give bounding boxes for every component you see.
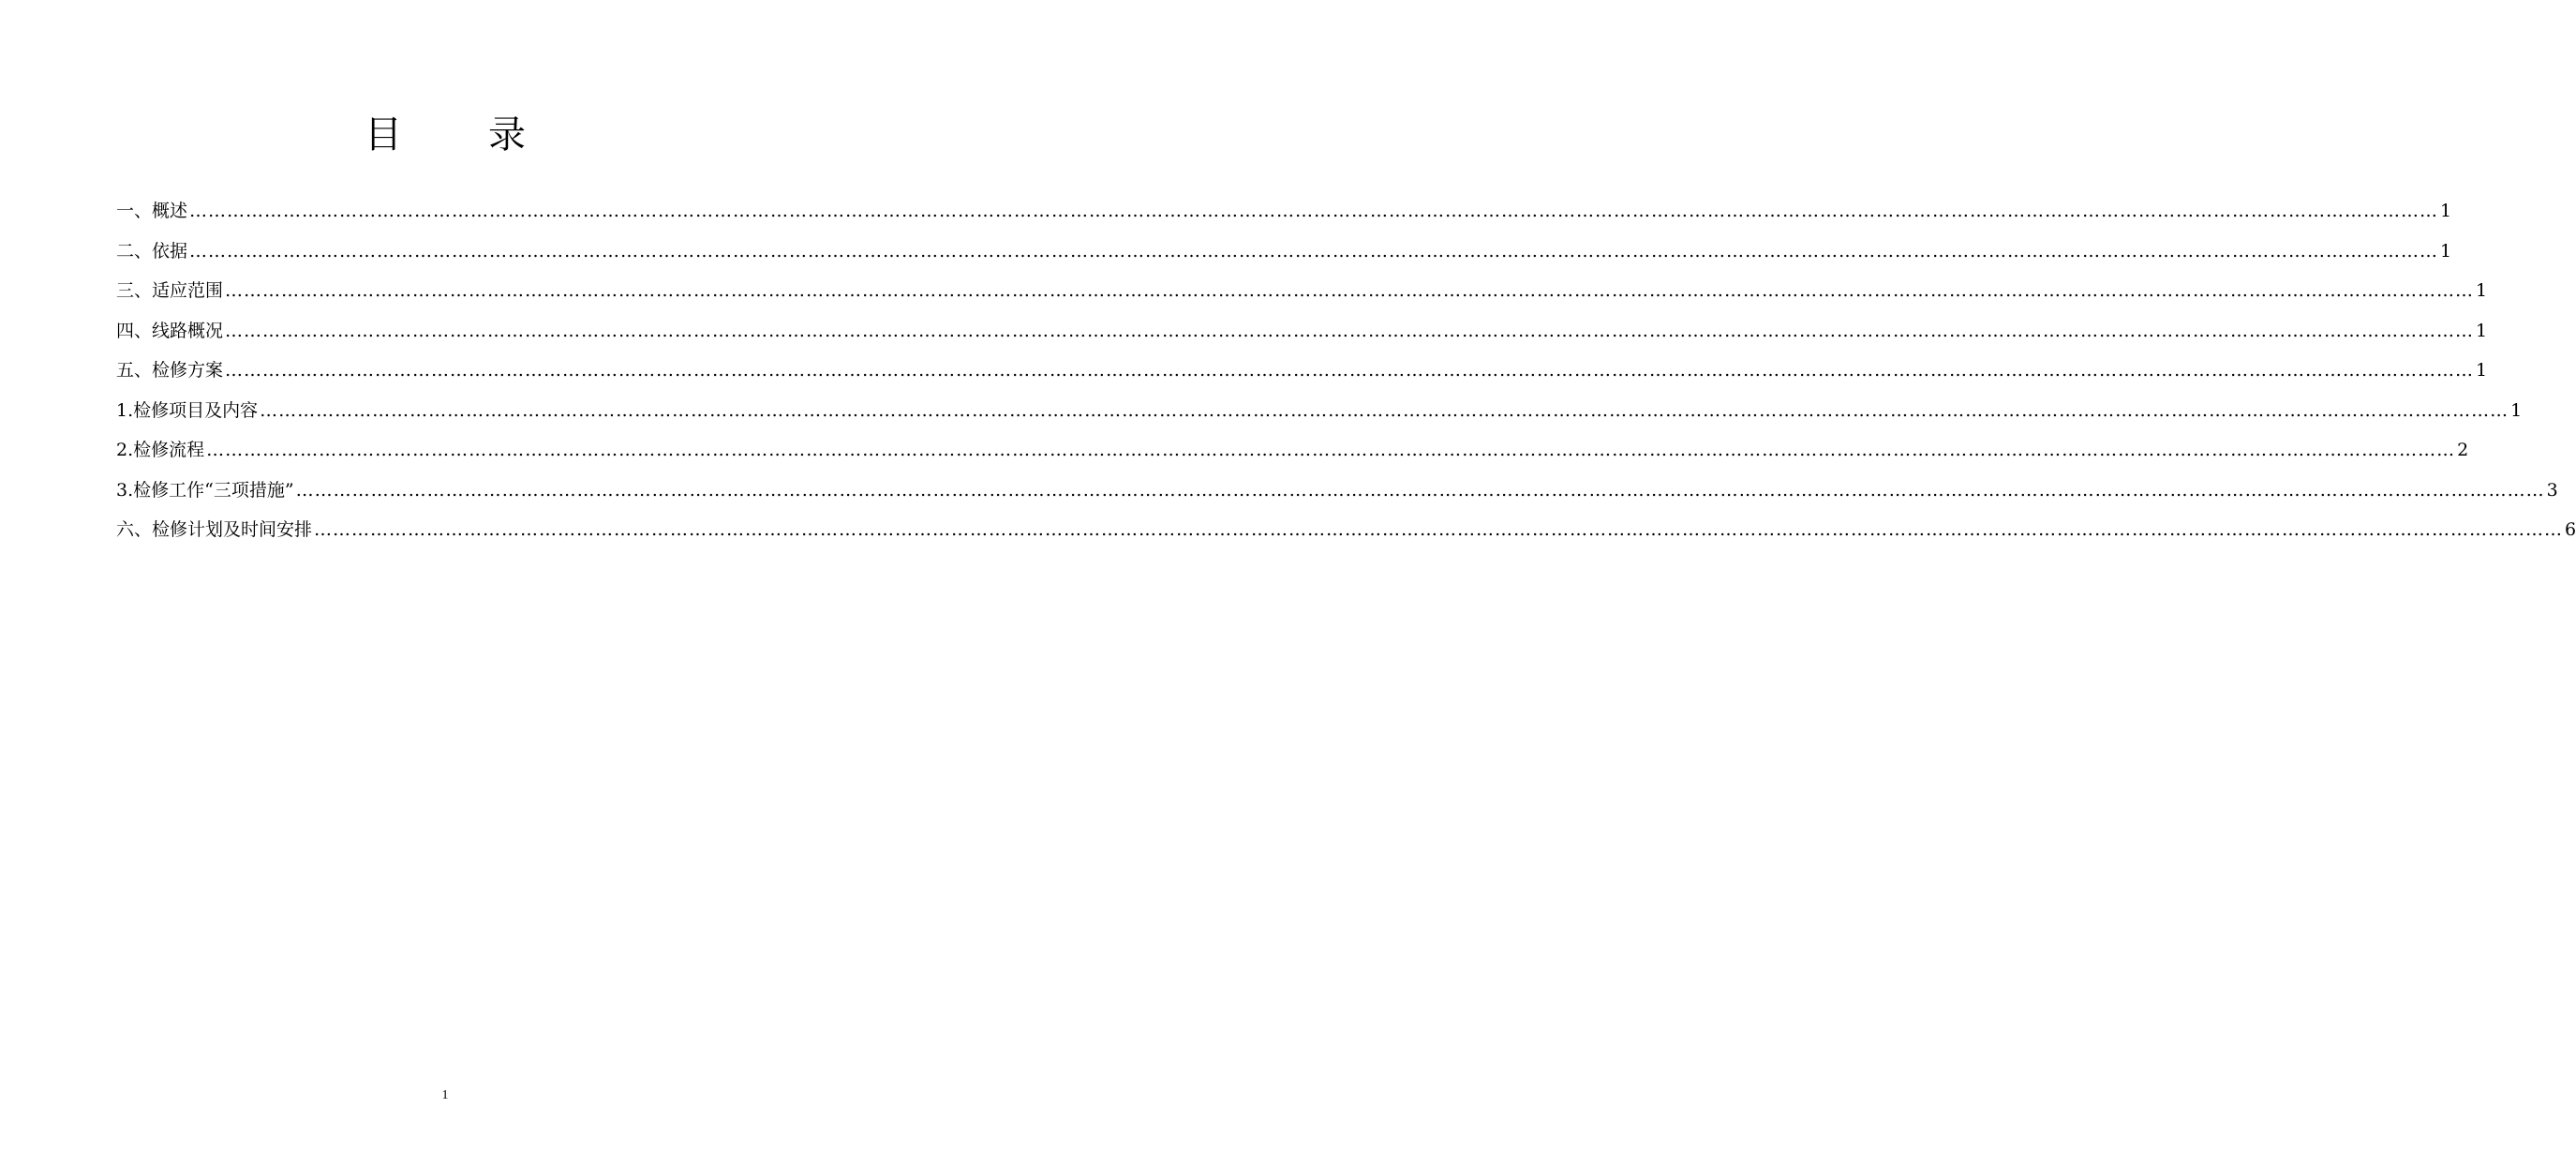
toc-entry-page: 6 bbox=[2565, 519, 2576, 540]
toc-entry-title: 3.检修工作“三项措施” bbox=[116, 479, 294, 501]
dot-leader: ……………………………………………………………………………………………………………………………………………………………………………………………………………………………………………………………………………………………………………………………… bbox=[189, 201, 2439, 221]
dot-leader: ……………………………………………………………………………………………………………………………………………………………………………………………………………………………………………………………………………………………………………………………… bbox=[225, 280, 2475, 301]
toc-entry-title: 三、适应范围 bbox=[116, 280, 224, 301]
dot-leader: ……………………………………………………………………………………………………………………………………………………………………………………………………………………………………………………………………………………………………………………………… bbox=[314, 519, 2564, 540]
toc-entry-title: 一、概述 bbox=[116, 201, 188, 221]
toc-entry-title: 六、检修计划及时间安排 bbox=[116, 519, 313, 540]
toc-title-char: 目 bbox=[365, 113, 402, 157]
dot-leader: ……………………………………………………………………………………………………………………………………………………………………………………………………………………………………………………………………………………………………………………………… bbox=[206, 440, 2456, 460]
toc-entry-page: 1 bbox=[2510, 399, 2523, 421]
toc-entry-page: 1 bbox=[2476, 360, 2488, 381]
toc-entry-page: 1 bbox=[2440, 240, 2452, 262]
dot-leader: ……………………………………………………………………………………………………………………………………………………………………………………………………………………………………………………………………………………………………………………………… bbox=[189, 240, 2439, 262]
toc-entry-page: 2 bbox=[2457, 440, 2469, 460]
toc-entry-title: 五、检修方案 bbox=[116, 360, 224, 381]
dot-leader: ……………………………………………………………………………………………………………………………………………………………………………………………………………………………………………………………………………………………………………………………… bbox=[225, 320, 2475, 341]
toc-entry[interactable] bbox=[116, 510, 2576, 550]
dot-leader: ……………………………………………………………………………………………………………………………………………………………………………………………………………………………………………………………………………………………………………………………… bbox=[260, 399, 2509, 421]
toc-entry-title: 1.检修项目及内容 bbox=[116, 399, 259, 421]
toc-entry-page: 1 bbox=[2476, 280, 2488, 301]
toc-entry-title: 2.检修流程 bbox=[116, 440, 205, 460]
toc-entry-page: 1 bbox=[2476, 320, 2488, 341]
toc-title-char: 录 bbox=[488, 113, 526, 157]
toc-title bbox=[0, 111, 890, 159]
toc-entry[interactable] bbox=[116, 271, 2488, 311]
toc-entry[interactable] bbox=[116, 430, 2469, 471]
toc-entry[interactable] bbox=[116, 311, 2488, 352]
toc-entry[interactable] bbox=[116, 471, 2558, 511]
toc-entry-title: 二、依据 bbox=[116, 240, 188, 262]
dot-leader: ……………………………………………………………………………………………………………………………………………………………………………………………………………………………………………………………………………………………………………………………… bbox=[225, 360, 2475, 381]
toc-entry[interactable] bbox=[116, 391, 2523, 431]
toc-entry-title: 四、线路概况 bbox=[116, 320, 224, 341]
toc-entry-page: 1 bbox=[2440, 201, 2452, 221]
toc-entry[interactable] bbox=[116, 232, 2452, 272]
toc-entry-page: 3 bbox=[2546, 479, 2558, 501]
dot-leader: ……………………………………………………………………………………………………………………………………………………………………………………………………………………………………………………………………………………………………………………………… bbox=[295, 479, 2545, 501]
table-of-contents bbox=[116, 191, 2576, 550]
toc-entry[interactable] bbox=[116, 191, 2452, 232]
page-number: 1 bbox=[441, 1088, 449, 1102]
toc-entry[interactable] bbox=[116, 351, 2488, 391]
